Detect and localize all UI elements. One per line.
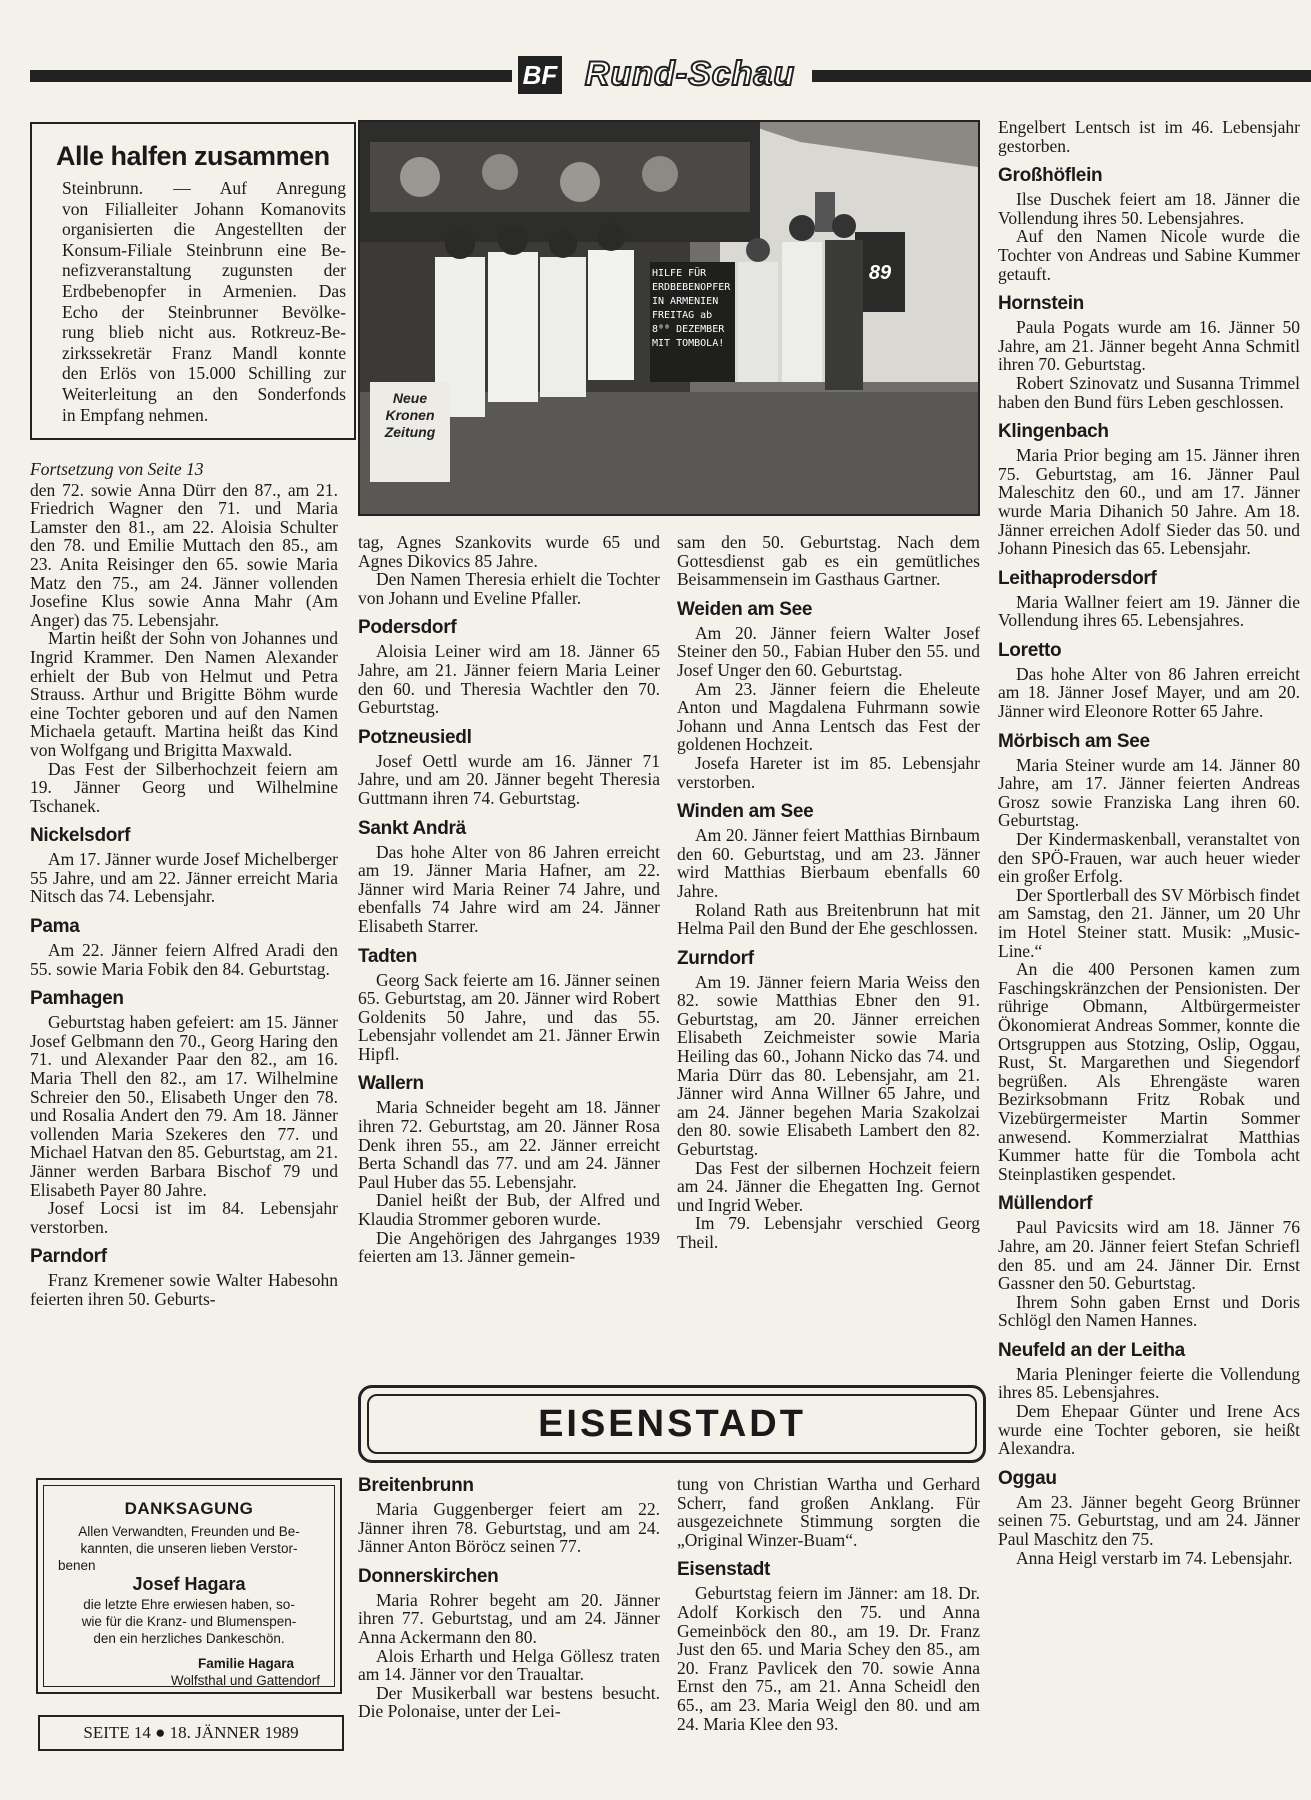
paragraph: Auf den Namen Nicole wurde die Tochter von Andreas und Sabine Kummer getauft. [998, 226, 1300, 284]
town-heading: Pamhagen [30, 988, 124, 1010]
danksagung-line: benen [58, 1558, 96, 1573]
paragraph: Am 22. Jänner feiern Alfred Aradi den 55. sowie Maria Fobik den 84. Geburtstag. [30, 940, 338, 979]
town-heading: Donnerskirchen [358, 1565, 499, 1587]
paragraph: Maria Rohrer begeht am 20. Jänner ihren 77. Geburtstag, und am 24. Jänner Anna Ackermann den 80. [358, 1589, 660, 1647]
paragraph: Engelbert Lentsch ist im 46. Lebensjahr gestorben. [998, 117, 1300, 156]
paragraph: Das Fest der Silberhochzeit feiern am 19. Jänner Georg und Wilhelmine Tschanek. [30, 758, 338, 816]
town-section [358, 818, 660, 936]
paragraph: Maria Guggenberger feiert am 22. Jänner ihren 78. Geburtstag, und am 24. Jänner Anton Böröcz seinen 77. [358, 1499, 660, 1557]
paragraph: Geburtstag haben gefeiert: am 15. Jänner Josef Gelbmann den 70., Georg Haring den 71. und Alexander Paar den 82., am 16. Maria Thell den 82., am 17. Wilhelmine Schreier den 50., Elisabeth Unger den 78. und Rosalia Andert den 79. Am 18. Jänner vollenden Maria Szekeres den 77. und Michael Hatvan den 85. Geburtstag, am 21. Jänner werden Barbara Bischof 79 und Elisabeth Payer 80 Jahre. [30, 1012, 338, 1200]
town-heading: Leithaprodersdorf [998, 567, 1157, 589]
danksagung-name: Josef Hagara [132, 1574, 246, 1594]
photo-box-line: Zeitung [384, 424, 436, 440]
town-section [358, 617, 660, 716]
paragraph: Alois Erharth und Helga Göllesz traten am 14. Jänner vor den Traualtar. [358, 1645, 660, 1685]
lead-text-line: Erdbebenopfer in Armenien. Das [62, 280, 346, 301]
photo-price-sign: 89 [868, 262, 892, 284]
paragraph: Josefa Hareter ist im 85. Lebensjahr verstorben. [677, 752, 980, 792]
danksagung-line: Allen Verwandten, Freunden und Be- [78, 1524, 300, 1539]
column-sections [677, 1559, 980, 1733]
lead-text-line: organisierten die Angestellten der [62, 219, 346, 240]
masthead-title: Rund-Schau [584, 55, 796, 93]
photo-newspaper-box [374, 390, 446, 441]
paragraph: Ilse Duschek feiert am 18. Jänner die Vollendung ihres 50. Lebensjahres. [998, 189, 1300, 228]
paragraph: Der Kindermaskenball, veranstaltet von den SPÖ-Frauen, war auch heuer wieder ein großer Erfolg. [998, 829, 1300, 887]
photo-sign [652, 267, 732, 351]
town-section [998, 293, 1300, 411]
column-intro [30, 481, 338, 816]
town-heading: Nickelsdorf [30, 825, 131, 847]
column-intro [998, 118, 1300, 155]
column-intro [677, 533, 980, 589]
town-section [358, 1073, 660, 1265]
column-3 [677, 533, 980, 1252]
photo-box-line: Neue [392, 390, 428, 406]
town-section [998, 1340, 1300, 1458]
lead-headline: Alle halfen zusammen [56, 141, 330, 171]
eisenstadt-banner-text: EISENSTADT [367, 1394, 977, 1454]
town-section [998, 1193, 1300, 1330]
paragraph: Das Fest der silbernen Hochzeit feiern am 24. Jänner die Ehegatten Ing. Gernot und Ingrid Weber. [677, 1157, 980, 1215]
lead-article-box [30, 122, 356, 440]
paragraph: Maria Steiner wurde am 14. Jänner 80 Jahre, am 17. Jänner feierten Andreas Grosz sowie Franziska Lang ihren 60. Geburtstag. [998, 754, 1300, 831]
town-heading: Podersdorf [358, 617, 457, 639]
town-section [998, 731, 1300, 1184]
town-section [998, 640, 1300, 721]
column-4 [998, 118, 1300, 1567]
page-footer: SEITE 14 ● 18. JÄNNER 1989 [38, 1715, 344, 1751]
town-section [358, 946, 660, 1064]
column-2 [358, 533, 660, 1266]
photo-sign-line: HILFE FÜR [652, 268, 707, 279]
danksagung-place: Wolfsthal und Gattendorf [170, 1673, 320, 1688]
danksagung-line: kannten, die unseren lieben Verstor- [80, 1541, 298, 1556]
paragraph: Den Namen Theresia erhielt die Tochter von Johann und Eveline Pfaller. [358, 569, 660, 608]
town-heading: Wallern [358, 1073, 424, 1095]
paragraph: tung von Christian Wartha und Gerhard Scherr, fand großen Anklang. Für ausgezeichnete Stimmung sorgten die „Original Winzer-Buam“. [677, 1474, 980, 1550]
paragraph: Franz Kremener sowie Walter Habesohn feierten ihren 50. Geburts- [30, 1270, 338, 1309]
paragraph: Maria Pleninger feierte die Vollendung ihres 85. Lebensjahres. [998, 1363, 1300, 1403]
lead-text-line: rung blieb nicht aus. Rotkreuz-Be- [62, 322, 346, 343]
paragraph: Josef Locsi ist im 84. Lebensjahr verstorben. [30, 1198, 338, 1237]
eisenstadt-banner [358, 1385, 986, 1463]
lead-text-line: Steinbrunn. — Auf Anregung [62, 178, 346, 198]
town-section [677, 801, 980, 938]
column-sections [998, 165, 1300, 1567]
continuation-note: Fortsetzung von Seite 13 [30, 459, 204, 479]
column-3-lower [677, 1475, 980, 1733]
town-heading: Mörbisch am See [998, 730, 1150, 752]
town-heading: Loretto [998, 639, 1062, 661]
paragraph: Maria Prior beging am 15. Jänner ihren 75. Geburtstag, am 16. Jänner Paul Maleschitz den 60., und am 17. Jänner wurde Maria Dihanich 50 Jahre. Am 18. Jänner erreichen Adolf Sieder das 50. und Johann Pinesich das 65. Lebensjahr. [998, 445, 1300, 559]
photo-sign-line: MIT TOMBOLA! [652, 338, 725, 349]
lead-text-line: Echo der Steinbrunner Bevölke- [62, 301, 346, 322]
paragraph: Am 17. Jänner wurde Josef Michelberger 55 Jahre, und am 22. Jänner erreicht Maria Nitsch das 74. Lebensjahr. [30, 849, 338, 907]
photo-sign-line: IN ARMENIEN [652, 296, 719, 307]
town-heading: Tadten [358, 945, 418, 967]
photo-sign-line: ERDBEBENOPFER [652, 282, 731, 293]
photo-box-line: Kronen [385, 407, 435, 423]
paragraph: Die Angehörigen des Jahrganges 1939 feierten am 13. Jänner gemein- [358, 1227, 660, 1267]
town-heading: Breitenbrunn [358, 1475, 474, 1496]
column-intro [677, 1475, 980, 1549]
paragraph: Am 20. Jänner feiern Walter Josef Steiner den 50., Fabian Huber den 55. und Josef Unger den 60. Geburtstag. [677, 622, 980, 680]
town-section [677, 599, 980, 791]
paragraph: Dem Ehepaar Günter und Irene Acs wurde eine Tochter geboren, sie heißt Alexandra. [998, 1401, 1300, 1459]
town-heading: Sankt Andrä [358, 817, 466, 839]
lead-text-line: von Filialleiter Johann Komanovits [62, 198, 346, 219]
town-section [998, 1468, 1300, 1567]
paragraph: Martin heißt der Sohn von Johannes und Ingrid Krammer. Den Namen Alexander erhielt der Bub von Helmut und Petra Strauss. Arthur und Brigitte Böhm wurde eine Tochter geboren und auf den Namen Michaela getauft. Martina heißt das Kind von Wolfgang und Brigitta Maxwald. [30, 628, 338, 760]
town-heading: Oggau [998, 1467, 1057, 1489]
paragraph: tag, Agnes Szankovits wurde 65 und Agnes Dikovics 85 Jahre. [358, 532, 660, 571]
paragraph: Roland Rath aus Breitenbrunn hat mit Helma Pail den Bund der Ehe geschlossen. [677, 899, 980, 939]
town-section [30, 825, 338, 906]
paragraph: Der Musikerball war bestens besucht. Die Polonaise, unter der Lei- [358, 1682, 660, 1722]
town-section [677, 1559, 980, 1733]
town-heading: Winden am See [677, 801, 814, 823]
column-sections [358, 1475, 660, 1721]
news-photo [358, 120, 980, 516]
column-2-lower [358, 1475, 660, 1721]
town-section [358, 1475, 660, 1556]
column-sections [30, 825, 338, 1308]
town-heading: Müllendorf [998, 1193, 1093, 1215]
lead-text-line: in Empfang nehmen. [62, 404, 209, 425]
paragraph: Im 79. Lebensjahr verschied Georg Theil. [677, 1213, 980, 1252]
paragraph: Am 23. Jänner begeht Georg Brünner seinen 75. Geburtstag, und am 24. Jänner Paul Maschitz den 75. [998, 1491, 1300, 1550]
town-section [358, 727, 660, 808]
town-section [30, 916, 338, 978]
paragraph: Das hohe Alter von 86 Jahren erreicht am 18. Jänner Josef Mayer, und am 20. Jänner wird Eleonore Rotter 65 Jahre. [998, 663, 1300, 722]
danksagung-family: Familie Hagara [197, 1656, 294, 1671]
paragraph: Daniel heißt der Bub, der Alfred und Klaudia Strommer geboren wurde. [358, 1190, 660, 1230]
paragraph: Am 19. Jänner feiern Maria Weiss den 82. sowie Matthias Ebner den 91. Geburtstag, am 20. Jänner erreichen Elisabeth Zeichmeister sowie Maria Heiling das 60., Johann Nicko das 74. und Maria Dürr das 80. Lebensjahr, am 21. Jänner wird Anna Willner 65 Jahre, und am 24. Jänner begehen Maria Szakolzai den 80. sowie Elisabeth Lambert den 82. Geburtstag. [677, 971, 980, 1160]
lead-text-line: nefizveranstaltung zugunsten der [62, 260, 346, 281]
paragraph: Robert Szinovatz und Susanna Trimmel haben den Bund fürs Leben geschlossen. [998, 372, 1300, 412]
town-section [30, 988, 338, 1236]
masthead-rule-left [30, 70, 512, 82]
town-heading: Zurndorf [677, 947, 754, 969]
masthead-rule-right [812, 70, 1311, 82]
column-1 [30, 460, 338, 1309]
paragraph: Josef Oettl wurde am 16. Jänner 71 Jahre, und am 20. Jänner begeht Theresia Guttmann ihren 74. Geburtstag. [358, 750, 660, 808]
paragraph: Anna Heigl verstarb im 74. Lebensjahr. [1016, 1547, 1293, 1568]
town-heading: Hornstein [998, 293, 1084, 315]
paragraph: Georg Sack feierte am 16. Jänner seinen 65. Geburtstag, am 20. Jänner wird Robert Goldenits 50 Jahre, und das 55. Lebensjahr vollendet am 21. Jänner Erwin Hipfl. [358, 969, 660, 1064]
paragraph: Das hohe Alter von 86 Jahren erreicht am 19. Jänner Maria Hafner, am 22. Jänner wird Maria Reiner 74 Jahre, und ebenfalls 74 Jahre wird am 24. Jänner Elisabeth Starrer. [358, 841, 660, 936]
lead-text [62, 178, 346, 425]
lead-text-line: Konsum-Filiale Steinbrunn eine Be- [62, 239, 346, 260]
paragraph: sam den 50. Geburtstag. Nach dem Gottesdienst gab es ein gemütliches Beisammensein im Gasthaus Gartner. [677, 532, 980, 590]
paragraph: Paul Pavicsits wird am 18. Jänner 76 Jahre, am 20. Jänner feiert Stefan Schriefl den 85. und am 24. Jänner Dir. Ernst Gassner den 50. Geburtstag. [998, 1217, 1300, 1294]
photo-sign-line: FREITAG ab 8⁰⁰ DEZEMBER [652, 310, 725, 335]
town-section [358, 1566, 660, 1721]
paragraph: Maria Wallner feiert am 19. Jänner die Vollendung ihres 65. Lebensjahres. [998, 591, 1300, 631]
town-heading: Potzneusiedl [358, 726, 472, 748]
paragraph: Der Sportlerball des SV Mörbisch findet am Samstag, den 21. Jänner, um 20 Uhr im Hotel Steiner statt. Musik: „Music-Line.“ [998, 884, 1301, 961]
town-section [998, 165, 1300, 283]
town-section [30, 1246, 338, 1308]
danksagung-line: die letzte Ehre erwiesen haben, so- [83, 1597, 295, 1612]
danksagung-line: wie für die Kranz- und Blumenspen- [81, 1614, 297, 1629]
town-section [998, 421, 1300, 558]
town-heading: Pama [30, 916, 80, 938]
masthead-logo: BF [518, 56, 562, 94]
paragraph: Paula Pogats wurde am 16. Jänner 50 Jahre, am 21. Jänner begeht Anna Schmitl ihren 70. Geburtstag. [998, 317, 1300, 375]
column-sections [677, 599, 980, 1252]
paragraph: Ihrem Sohn gaben Ernst und Doris Schlögl den Namen Hannes. [998, 1291, 1300, 1331]
town-heading: Weiden am See [677, 598, 813, 620]
town-section [998, 568, 1300, 630]
danksagung-line: den ein herzliches Dankeschön. [93, 1631, 285, 1646]
paragraph: Maria Schneider begeht am 18. Jänner ihren 72. Geburtstag, am 20. Jänner Rosa Denk ihren 55., am 22. Jänner erreicht Berta Schandl das 77. und am 24. Jänner Paul Huber das 55. Lebensjahr. [358, 1097, 660, 1192]
town-heading: Neufeld an der Leitha [998, 1339, 1185, 1361]
danksagung-inner [43, 1485, 335, 1687]
town-heading: Parndorf [30, 1246, 107, 1268]
town-heading: Eisenstadt [677, 1559, 771, 1581]
town-heading: Großhöflein [998, 165, 1103, 187]
town-section [677, 948, 980, 1252]
danksagung-box [36, 1478, 342, 1694]
paragraph: Aloisia Leiner wird am 18. Jänner 65 Jahre, am 21. Jänner feiern Maria Leiner den 60. und Theresia Wachtler den 70. Geburtstag. [358, 641, 660, 718]
lead-text-line: zirkssekretär Franz Mandl konnte [62, 342, 346, 363]
column-intro [358, 533, 660, 607]
column-sections [358, 617, 660, 1265]
paragraph: Am 20. Jänner feiert Matthias Birnbaum den 60. Geburtstag, und am 23. Jänner wird Matthias Bierbaum ebenfalls 60 Jahre. [677, 825, 980, 901]
paragraph: Geburtstag feiern im Jänner: am 18. Dr. Adolf Korkisch den 75. und Anna Gemeinböck den 80., am 19. Dr. Franz Just den 65. und Maria Schey den 85., am 20. Franz Pavlicek den 70. sowie Anna Ernst den 75., am 21. Anna Scheidl den 65., am 23. Maria Weigl den 80. und am 24. Maria Klee den 93. [677, 1583, 980, 1734]
danksagung-title: DANKSAGUNG [124, 1499, 254, 1518]
town-heading: Klingenbach [998, 421, 1109, 443]
paragraph: Am 23. Jänner feiern die Eheleute Anton und Magdalena Fuhrmann sowie Johann und Anna Lentsch das Fest der goldenen Hochzeit. [677, 678, 980, 755]
lead-text-line: Weiterleitung an den Sonderfonds [62, 383, 346, 404]
paragraph: An die 400 Personen kamen zum Faschingskränzchen der Pensionisten. Der rührige Obmann, Altbürgermeister Ökonomierat Andreas Sommer, konnte die Ortsgruppen aus Stotzing, Oslip, Oggau, Rust, St. Margarethen und Siegendorf begrüßen. Als Ehrengäste waren Bezirksobmann Fritz Robak und Vizebürgermeister Martin Sommer anwesend. Kommerzialrat Matthias Kummer hatte für die Tombola acht Steinplastiken gespendet. [998, 959, 1300, 1184]
lead-text-line: den Erlös von 15.000 Schilling zur [62, 363, 346, 384]
paragraph: den 72. sowie Anna Dürr den 87., am 21. Friedrich Wagner den 71. und Maria Lamster den 81., am 22. Aloisia Schulter den 78. und Emilie Muttach den 85., am 23. Anita Reisinger den 65. sowie Maria Matz den 75., am 24. Jänner vollenden Josefine Klus sowie Anna Mahr (Am Anger) das 75. Lebensjahr. [30, 479, 338, 630]
